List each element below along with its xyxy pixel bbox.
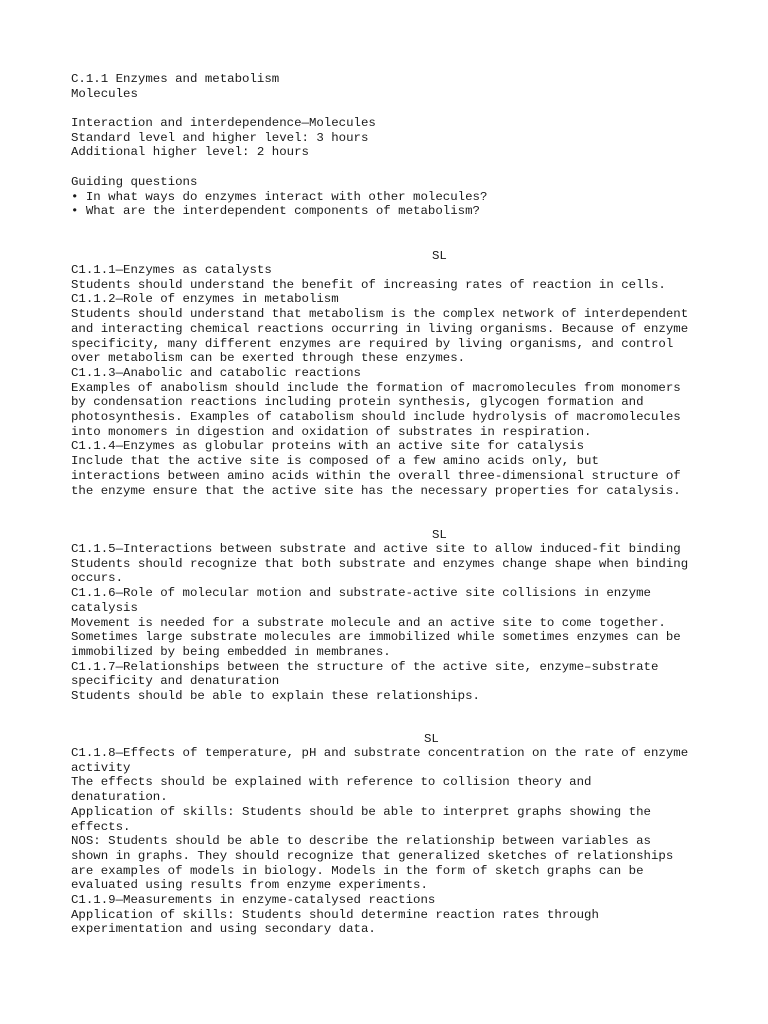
content-line: C1.1.5—Interactions between substrate and active site to allow induced-fit binding <box>71 542 681 556</box>
guiding-questions <box>71 175 721 219</box>
content-line: C1.1.6—Role of molecular motion and substrate-active site collisions in enzyme <box>71 586 651 601</box>
content-line: evaluated using results from enzyme experiments. <box>71 878 428 893</box>
content-line: the enzyme ensure that the active site has the necessary properties for catalysis. <box>71 483 681 498</box>
topic-header <box>71 72 721 101</box>
content-line: Students should understand that metabolism is the complex network of interdependent <box>71 307 689 322</box>
content-line: Students should understand the benefit of increasing rates of reaction in cells. <box>71 277 666 292</box>
content-line: C1.1.4—Enzymes as globular proteins with an active site for catalysis <box>71 439 585 454</box>
content-line: are examples of models in biology. Models in the form of sketch graphs can be <box>71 863 644 878</box>
content-line: C1.1.9—Measurements in enzyme-catalysed reactions <box>71 893 436 908</box>
content-line: specificity, many different enzymes are required by living organisms, and control <box>71 336 674 351</box>
section-level-label: SL <box>432 249 447 263</box>
content-line: C1.1.1—Enzymes as catalysts <box>71 263 272 277</box>
content-line: Movement is needed for a substrate molecule and an active site to come together. <box>71 615 666 630</box>
section-level-label: SL <box>424 732 439 746</box>
content-line: catalysis <box>71 600 138 615</box>
topic-title: C.1.1 Enzymes and metabolism <box>71 72 280 86</box>
topic-hours <box>71 116 721 160</box>
content-line: photosynthesis. Examples of catabolism should include hydrolysis of macromolecules <box>71 410 681 425</box>
content-line: C1.1.3—Anabolic and catabolic reactions <box>71 365 361 380</box>
sl-hours: Standard level and higher level: 3 hours <box>71 130 369 145</box>
section-1-content <box>71 263 721 498</box>
content-line: occurs. <box>71 571 124 586</box>
content-line: immobilized by being embedded in membranes. <box>71 644 391 659</box>
guiding-heading: Guiding questions <box>71 175 198 189</box>
hl-hours: Additional higher level: 2 hours <box>71 145 309 160</box>
content-line: NOS: Students should be able to describe the relationship between variables as <box>71 834 651 849</box>
topic-concept: Interaction and interdependence—Molecules <box>71 116 376 130</box>
content-line: denaturation. <box>71 790 168 805</box>
content-line: Sometimes large substrate molecules are immobilized while sometimes enzymes can be <box>71 630 681 645</box>
content-line: C1.1.8—Effects of temperature, pH and substrate concentration on the rate of enzyme <box>71 746 689 760</box>
content-line: activity <box>71 760 131 775</box>
content-line: Examples of anabolism should include the formation of macromolecules from monomers <box>71 380 681 395</box>
section-level-label: SL <box>432 528 447 542</box>
section-2-content <box>71 542 721 704</box>
content-line: interactions between amino acids within the overall three-dimensional structure of <box>71 468 681 483</box>
content-line: Include that the active site is composed of a few amino acids only, but <box>71 454 599 469</box>
content-line: C1.1.2—Role of enzymes in metabolism <box>71 292 339 307</box>
content-line: experimentation and using secondary data. <box>71 922 376 937</box>
content-line: Students should recognize that both substrate and enzymes change shape when binding <box>71 556 689 571</box>
content-line: shown in graphs. They should recognize that generalized sketches of relationships <box>71 848 674 863</box>
content-line: The effects should be explained with reference to collision theory and <box>71 775 592 790</box>
content-line: specificity and denaturation <box>71 674 280 689</box>
content-line: over metabolism can be exerted through these enzymes. <box>71 351 466 366</box>
topic-theme: Molecules <box>71 86 138 101</box>
content-line: into monomers in digestion and oxidation of substrates in respiration. <box>71 424 592 439</box>
content-line: C1.1.7—Relationships between the structure of the active site, enzyme–substrate <box>71 659 659 674</box>
content-line: Students should be able to explain these relationships. <box>71 689 480 704</box>
content-line: by condensation reactions including protein synthesis, glycogen formation and <box>71 395 644 410</box>
content-line: and interacting chemical reactions occurring in living organisms. Because of enzyme <box>71 321 689 336</box>
guiding-question: • What are the interdependent components of metabolism? <box>71 204 480 219</box>
guiding-question: • In what ways do enzymes interact with other molecules? <box>71 189 488 204</box>
content-line: Application of skills: Students should be able to interpret graphs showing the <box>71 804 651 819</box>
section-3-content <box>71 746 721 937</box>
content-line: Application of skills: Students should determine reaction rates through <box>71 907 599 922</box>
content-line: effects. <box>71 819 131 834</box>
